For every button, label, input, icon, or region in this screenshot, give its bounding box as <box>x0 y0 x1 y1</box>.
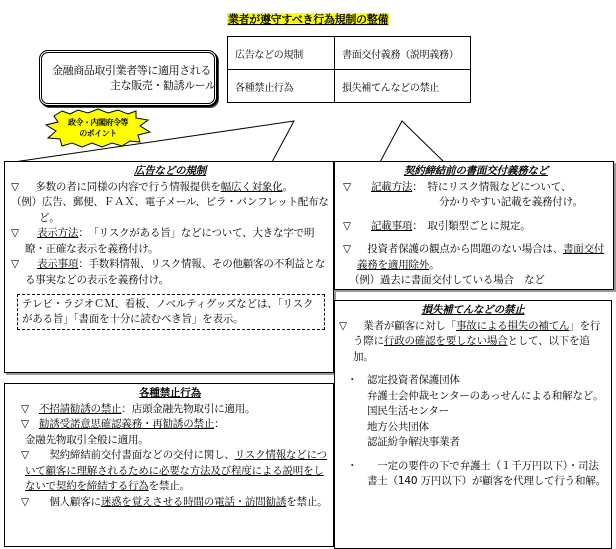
prohibited-item-unsolicited <box>11 402 329 418</box>
item-emphasis: 事故による損失の補てん <box>456 319 570 332</box>
advertising-heading: 広告などの規制 <box>133 165 207 177</box>
loss-compensation-panel <box>334 300 612 549</box>
item-text: 契約締結前交付書面などの交付に関し、 <box>39 449 235 461</box>
triangle-marker-icon: ▽ <box>21 418 29 430</box>
item-emphasis: リスク情報などについて顧客に理解されるために必要な方法及び程度による説明をしないで契約を締結する行為 <box>25 449 327 492</box>
media-note-box: テレビ・ラジオＣＭ、看板、ノベルティグッズなどは、「リスクがある旨」「書面を十分に読むべき旨」を表示。 <box>17 294 325 330</box>
item-text: を禁止。 <box>148 480 190 492</box>
triangle-marker-icon: ▽ <box>11 258 19 270</box>
group1-item: 認証紛争解決事業者 <box>367 436 460 448</box>
advertising-panel <box>4 161 334 373</box>
example-label: （例） <box>11 196 42 208</box>
category-cell-advertising: 広告などの規制 <box>228 37 335 70</box>
item-emphasis: 迷惑を覚えさせる時間の電話・訪問勧誘 <box>100 495 287 508</box>
document-item-exemption <box>343 242 609 273</box>
page-title-text: 業者が遵守すべき行為規制の整備 <box>227 13 389 26</box>
item-text: ： 「リスクがある旨」などについて、大きな字で明瞭・正確な表示を義務付け。 <box>25 227 315 255</box>
prohibited-item-reinvitation-cont: 金融先物取引全般に適用。 <box>25 433 149 446</box>
burst-line1: 政令・内閣府令等 <box>68 118 128 127</box>
document-delivery-panel <box>334 161 614 290</box>
triangle-marker-icon: ▽ <box>21 495 29 508</box>
bullet-icon: ・ <box>347 459 358 472</box>
advertising-item-scope <box>11 180 329 196</box>
item-text: ：手数料情報、リスク情報、その他顧客の不利益となる事実などの表示を義務付け。 <box>25 258 326 286</box>
document-example: （例）過去に書面交付している場合 など <box>349 274 545 286</box>
example-text: 広告、郵便、ＦＡＸ、電子メール、ビラ・パンフレット配布など。 <box>39 196 329 224</box>
item-text: を禁止。 <box>286 495 328 508</box>
sales-rules-box <box>39 50 217 106</box>
item-emphasis: 幅広く対象化 <box>220 180 283 193</box>
item-text: ：店頭金融先物取引に適用。 <box>121 402 256 415</box>
sales-rules-line1: 金融商品取引業者等に適用される <box>52 64 211 77</box>
item-label: 表示事項 <box>37 258 79 270</box>
triangle-marker-icon: ▽ <box>11 227 19 239</box>
advertising-example <box>11 195 329 226</box>
prohibited-item-reinvitation <box>11 417 329 433</box>
item-text: 」を行う際に <box>353 319 601 347</box>
document-delivery-heading: 契約締結前の書面交付義務など <box>403 165 549 177</box>
triangle-marker-icon: ▽ <box>343 243 351 255</box>
key-points-burst <box>44 108 152 148</box>
triangle-marker-icon: ▽ <box>21 402 29 415</box>
document-pointer <box>380 121 444 162</box>
category-cell-document-delivery: 書面交付義務（説明義務） <box>335 37 471 70</box>
loss-compensation-group1 <box>339 373 607 451</box>
item-text: 多数の者に同様の内容で行う情報提供を <box>25 180 221 193</box>
bullet-icon: ・ <box>347 374 358 386</box>
category-table <box>227 36 471 103</box>
item-text: 。 <box>282 180 293 193</box>
triangle-marker-icon: ▽ <box>343 219 351 232</box>
prohibited-item-nuisance <box>11 495 329 511</box>
group2-text: 一定の要件の下で弁護士（１千万円以下）・司法書士（140 万円以下）が顧客を代理して行う和解。 <box>367 459 606 487</box>
item-label: 勧誘受諾意思確認義務・再勧誘の禁止 <box>39 418 215 430</box>
loss-compensation-intro <box>339 319 607 366</box>
prohibited-item-explanation <box>11 448 329 495</box>
advertising-item-display-method <box>11 226 329 257</box>
group1-item: 地方公共団体 <box>367 420 429 433</box>
item-text: ： 特にリスク情報などについて、 <box>412 180 572 193</box>
item-text: 。 <box>429 258 440 271</box>
item-label: 記載事項 <box>371 219 413 232</box>
item-text: 個人顧客に <box>39 495 101 508</box>
item-label: 表示方法 <box>37 227 79 239</box>
item-label: 記載方法 <box>371 180 413 193</box>
item-emphasis: 書面交付義務を適用除外 <box>357 243 605 271</box>
group1-item: 弁護士会仲裁センターのあっせんによる和解など。 <box>367 389 604 402</box>
category-row <box>228 70 471 103</box>
document-item-method-cont: 分かりやすい記載を義務付け。 <box>439 196 583 208</box>
item-text: 投資者保護の観点から問題のない場合は、 <box>357 243 563 255</box>
item-label: 不招請勧誘の禁止 <box>39 402 122 415</box>
triangle-marker-icon: ▽ <box>11 180 19 193</box>
triangle-marker-icon: ▽ <box>343 180 351 193</box>
category-cell-loss-compensation: 損失補てんなどの禁止 <box>335 70 471 103</box>
item-text: として、以下を追加。 <box>353 335 590 363</box>
prohibited-acts-heading: 各種禁止行為 <box>139 387 201 399</box>
item-text: 業者が顧客に対し「 <box>353 319 456 332</box>
item-text: ： <box>214 418 225 430</box>
loss-compensation-heading: 損失補てんなどの禁止 <box>421 304 525 316</box>
triangle-marker-icon: ▽ <box>21 449 29 461</box>
group1-item: 国民生活センター <box>367 405 449 417</box>
triangle-marker-icon: ▽ <box>339 319 347 332</box>
burst-line2: のポイント <box>79 129 117 138</box>
prohibited-acts-panel <box>4 383 334 547</box>
category-cell-prohibited-acts: 各種禁止行為 <box>228 70 335 103</box>
item-text: ： 取引類型ごとに規定。 <box>412 219 531 232</box>
page-title <box>0 8 616 27</box>
document-item-method <box>343 180 609 196</box>
loss-compensation-group2 <box>339 459 607 490</box>
sales-rules-line2: 主な販売・勧誘ルール <box>110 79 216 92</box>
group1-item: 認定投資者保護団体 <box>367 374 460 386</box>
category-row <box>228 37 471 70</box>
item-emphasis: 行政の確認を要しない場合 <box>383 335 508 347</box>
advertising-item-display-content <box>11 257 329 288</box>
document-item-content <box>343 219 609 235</box>
